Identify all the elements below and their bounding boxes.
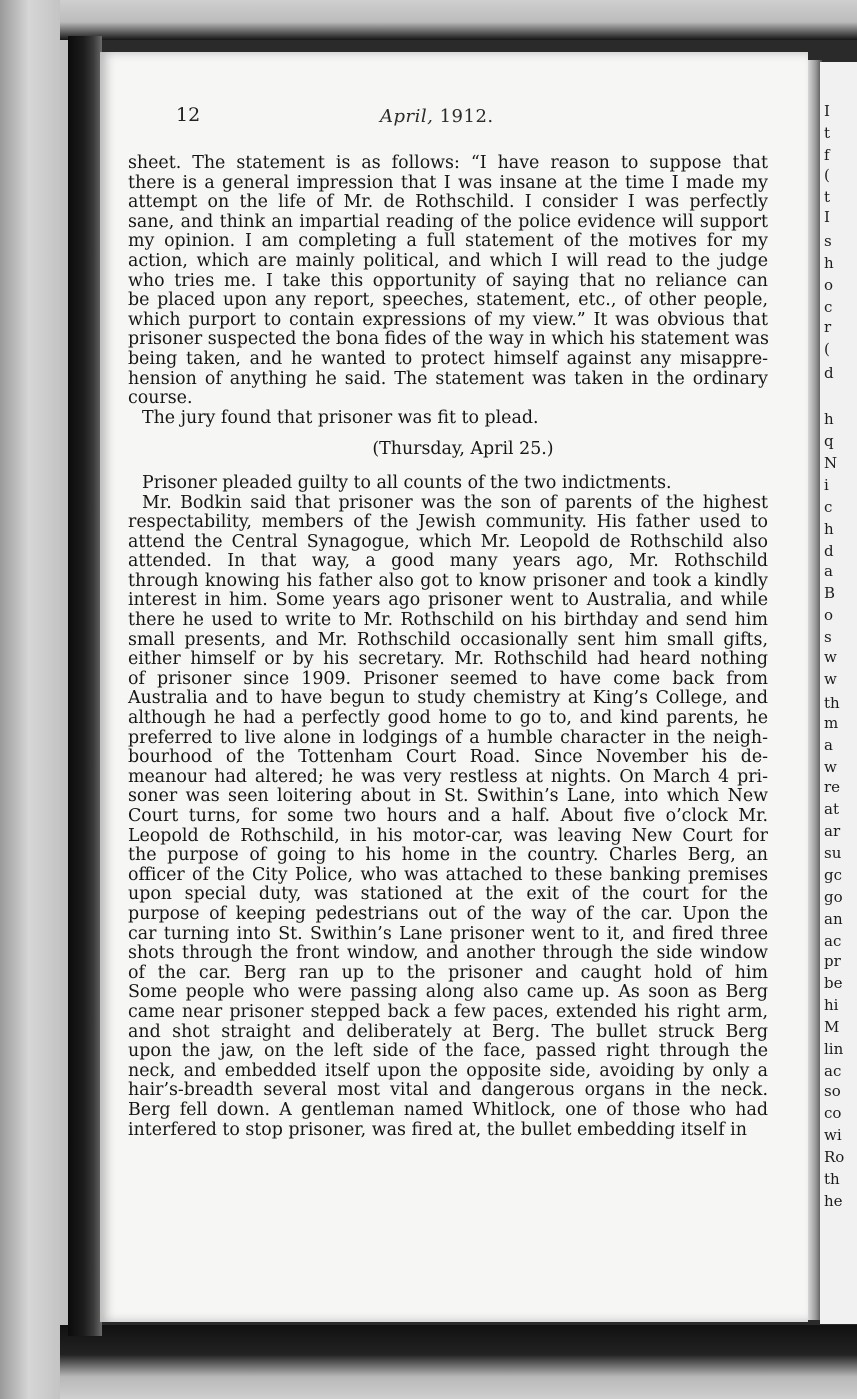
- text-line: car turning into St. Swithin’s Lane prisoner went to it, and fired three: [128, 923, 768, 944]
- facing-page-text-fragment: w: [824, 758, 837, 776]
- facing-page-text-fragment: a: [824, 562, 833, 580]
- text-line: hension of anything he said. The statement was taken in the ordinary: [128, 368, 768, 389]
- facing-page-text-fragment: I: [824, 208, 830, 226]
- text-line: attempt on the life of Mr. de Rothschild. I consider I was perfectly: [128, 192, 768, 213]
- text-line: sane, and think an impartial reading of the police evidence will support: [128, 211, 768, 232]
- text-line: interest in him. Some years ago prisoner went to Australia, and while: [128, 590, 768, 611]
- text-line: attend the Central Synagogue, which Mr. Leopold de Rothschild also: [128, 531, 768, 552]
- facing-page-text-fragment: at: [824, 800, 839, 818]
- running-head-month: April,: [380, 106, 434, 127]
- text-line: of the car. Berg ran up to the prisoner and caught hold of him: [128, 962, 768, 983]
- facing-page-text-fragment: an: [824, 910, 843, 928]
- facing-page-text-fragment: ac: [824, 932, 842, 950]
- page-header: [100, 104, 808, 134]
- facing-page-text-fragment: o: [824, 606, 834, 624]
- scanner-left-margin: [0, 0, 72, 1399]
- text-line: small presents, and Mr. Rothschild occasionally sent him small gifts,: [128, 629, 768, 650]
- text-line: shots through the front window, and another through the side window: [128, 943, 768, 964]
- text-line: there he used to write to Mr. Rothschild on his birthday and send him: [128, 610, 768, 631]
- page-number: 12: [176, 104, 201, 126]
- plea-line: Prisoner pleaded guilty to all counts of the two indictments.: [142, 472, 672, 493]
- text-line: sheet. The statement is as follows: “I have reason to suppose that: [128, 153, 768, 173]
- text-line: came near prisoner stepped back a few paces, extended his right arm,: [128, 1001, 768, 1022]
- facing-page-text-fragment: h: [824, 254, 834, 272]
- facing-page-text-fragment: o: [824, 276, 834, 294]
- text-line: interfered to stop prisoner, was fired at, the bullet embedding itself in: [128, 1119, 747, 1140]
- facing-page-text-fragment: he: [824, 1192, 843, 1210]
- text-line: either himself or by his secretary. Mr. Rothschild had heard nothing: [128, 649, 768, 670]
- running-head: [380, 106, 494, 127]
- facing-page-text-fragment: th: [824, 694, 840, 712]
- facing-page-text-fragment: t: [824, 188, 831, 206]
- text-line: my opinion. I am completing a full statement of the motives for my: [128, 231, 768, 252]
- text-line: although he had a perfectly good home to go to, and kind parents, he: [128, 708, 768, 729]
- text-line: be placed upon any report, speeches, statement, etc., of other people,: [128, 290, 768, 311]
- facing-page-fragment: [820, 62, 857, 1324]
- text-line: upon special duty, was stationed at the exit of the court for the: [128, 884, 768, 905]
- facing-page-text-fragment: w: [824, 648, 837, 666]
- facing-page-text-fragment: s: [824, 628, 832, 646]
- text-line: purpose of keeping pedestrians out of the way of the car. Upon the: [128, 903, 768, 924]
- facing-page-text-fragment: (: [824, 166, 830, 184]
- text-line: being taken, and he wanted to protect himself against any misappre-: [128, 348, 768, 369]
- facing-page-text-fragment: lin: [824, 1040, 844, 1058]
- date-heading: (Thursday, April 25.): [372, 439, 554, 460]
- facing-page-text-fragment: re: [824, 778, 841, 796]
- statement-paragraph: [128, 154, 768, 409]
- text-line: who tries me. I take this opportunity of saying that no reliance can: [128, 270, 768, 291]
- facing-page-text-fragment: pr: [824, 952, 841, 970]
- text-line: Mr. Bodkin said that prisoner was the son of parents of the highest: [142, 492, 768, 513]
- facing-page-text-fragment: so: [824, 1082, 841, 1100]
- facing-page-text-fragment: d: [824, 542, 834, 560]
- text-line: there is a general impression that I was insane at the time I made my: [128, 172, 768, 193]
- facing-page-text-fragment: s: [824, 232, 832, 250]
- facing-page-text-fragment: i: [824, 476, 829, 494]
- text-line: course.: [128, 388, 193, 409]
- text-line: Berg fell down. A gentleman named Whitlock, one of those who had: [128, 1099, 768, 1120]
- facing-page-text-fragment: (: [824, 340, 830, 358]
- text-line: prisoner suspected the bona fides of the way in which his statement was: [128, 329, 769, 350]
- facing-page-text-fragment: c: [824, 298, 833, 316]
- facing-page-text-fragment: be: [824, 974, 843, 992]
- text-line: hair’s-breadth several most vital and dangerous organs in the neck.: [128, 1080, 768, 1101]
- facing-page-text-fragment: hi: [824, 996, 839, 1014]
- text-line: bourhood of the Tottenham Court Road. Since November his de-: [128, 747, 768, 768]
- facing-page-text-fragment: co: [824, 1104, 842, 1122]
- text-line: Some people who were passing along also came up. As soon as Berg: [128, 982, 768, 1003]
- text-line: meanour had altered; he was very restless at nights. On March 4 pri-: [128, 766, 768, 787]
- text-line: officer of the City Police, who was attached to these banking premises: [128, 864, 768, 885]
- facing-page-text-fragment: gc: [824, 866, 843, 884]
- text-line: Leopold de Rothschild, in his motor-car, was leaving New Court for: [128, 825, 768, 846]
- facing-page-text-fragment: I: [824, 102, 830, 120]
- text-line: respectability, members of the Jewish community. His father used to: [128, 512, 768, 533]
- facing-page-text-fragment: N: [824, 454, 838, 472]
- text-line: of prisoner since 1909. Prisoner seemed to have come back from: [128, 668, 768, 689]
- facing-page-text-fragment: ar: [824, 822, 841, 840]
- jury-finding-line: The jury found that prisoner was fit to plead.: [142, 407, 539, 428]
- text-line: neck, and embedded itself upon the opposite side, avoiding by only a: [128, 1060, 768, 1081]
- facing-page-text-fragment: m: [824, 714, 839, 732]
- facing-page-text-fragment: t: [824, 124, 831, 142]
- text-line: attended. In that way, a good many years ago, Mr. Rothschild: [128, 551, 768, 572]
- facing-page-text-fragment: th: [824, 1170, 840, 1188]
- text-line: which purport to contain expressions of my view.” It was obvious that: [128, 309, 768, 330]
- text-line: action, which are mainly political, and which I will read to the judge: [128, 250, 768, 271]
- facing-page-text-fragment: a: [824, 736, 833, 754]
- facing-page-text-fragment: h: [824, 520, 834, 538]
- scanner-bottom-margin: [60, 1325, 857, 1399]
- facing-page-text-fragment: h: [824, 410, 834, 428]
- facing-page-text-fragment: r: [824, 318, 832, 336]
- text-line: upon the jaw, on the left side of the face, passed right through the: [128, 1041, 768, 1062]
- text-line: the purpose of going to his home in the country. Charles Berg, an: [128, 845, 768, 866]
- facing-page-text-fragment: B: [824, 584, 836, 602]
- facing-page-text-fragment: Ro: [824, 1148, 845, 1166]
- facing-page-text-fragment: q: [824, 432, 834, 450]
- text-line: Australia and to have begun to study chemistry at King’s College, and: [128, 688, 768, 709]
- facing-page-text-fragment: w: [824, 670, 837, 688]
- scanner-top-margin: [60, 0, 857, 40]
- facing-page-text-fragment: d: [824, 364, 834, 382]
- facing-page-text-fragment: M: [824, 1018, 840, 1036]
- facing-page-text-fragment: wi: [824, 1126, 842, 1144]
- text-line: Court turns, for some two hours and a half. About five o’clock Mr.: [128, 806, 768, 826]
- text-line: and shot straight and deliberately at Berg. The bullet struck Berg: [128, 1021, 768, 1042]
- book-binding: [68, 36, 102, 1336]
- text-line: preferred to live alone in lodgings of a humble character in the neigh-: [128, 727, 768, 748]
- facing-page-text-fragment: go: [824, 888, 843, 906]
- running-head-year: 1912.: [439, 106, 494, 127]
- facing-page-text-fragment: ac: [824, 1062, 842, 1080]
- text-line: soner was seen loitering about in St. Swithin’s Lane, into which New: [128, 786, 768, 807]
- facing-page-text-fragment: c: [824, 498, 833, 516]
- page-body-text: [128, 154, 768, 1140]
- facing-page-text-fragment: f: [824, 146, 830, 164]
- text-line: through knowing his father also got to know prisoner and took a kindly: [128, 570, 768, 591]
- bodkin-speech-paragraph: [128, 494, 768, 1141]
- facing-page-text-fragment: su: [824, 844, 842, 862]
